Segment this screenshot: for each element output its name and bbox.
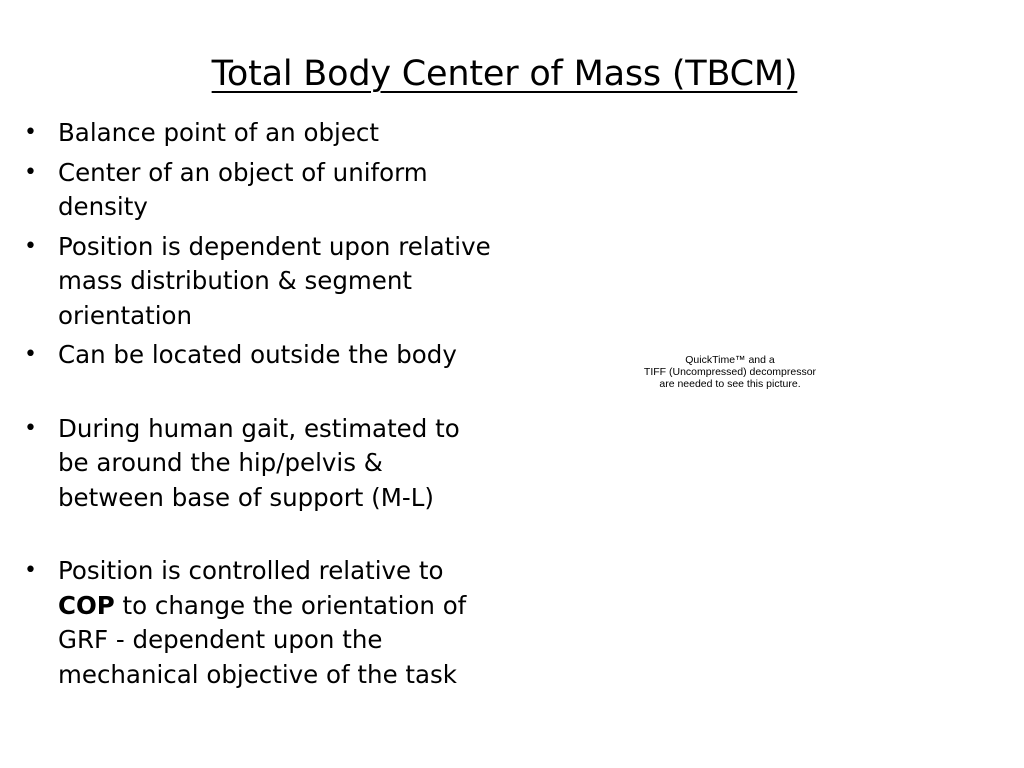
bullet-marker: • [24,342,37,367]
bullet-item [24,412,494,516]
bullet-text: Position is dependent upon relative mass distribution & segment orientation [58,231,491,330]
bullet-item [24,116,494,151]
bullet-text: Can be located outside the body [58,340,457,369]
bullet-marker: • [24,159,37,185]
bullet-item [24,338,494,373]
bullet-text: Center of an object of uniform density [58,157,428,221]
bullet-text: During human gait, estimated to be around the hip/pelvis & between base of support (M-L) [58,413,460,512]
bullet-text-post: to change the orientation of GRF - dependent upon the mechanical objective of the task [58,590,467,689]
bullet-marker: • [24,558,37,583]
bullet-text: Balance point of an object [58,118,380,147]
bullet-list [24,116,494,697]
image-placeholder [620,354,840,390]
bullet-marker: • [24,415,37,441]
placeholder-line: TIFF (Uncompressed) decompressor [643,366,817,378]
bullet-item [24,156,494,225]
placeholder-line: are needed to see this picture. [659,378,801,390]
bullet-marker: • [24,120,37,145]
bullet-item [24,554,494,692]
slide-title: Total Body Center of Mass (TBCM) [211,54,798,94]
bullet-text [58,556,466,689]
bullet-text-pre: Position is controlled relative to [58,556,444,585]
bullet-item [24,230,494,334]
placeholder-line: QuickTime™ and a [685,354,775,366]
bullet-marker: • [24,233,37,259]
bullet-text-bold: COP [58,590,115,620]
